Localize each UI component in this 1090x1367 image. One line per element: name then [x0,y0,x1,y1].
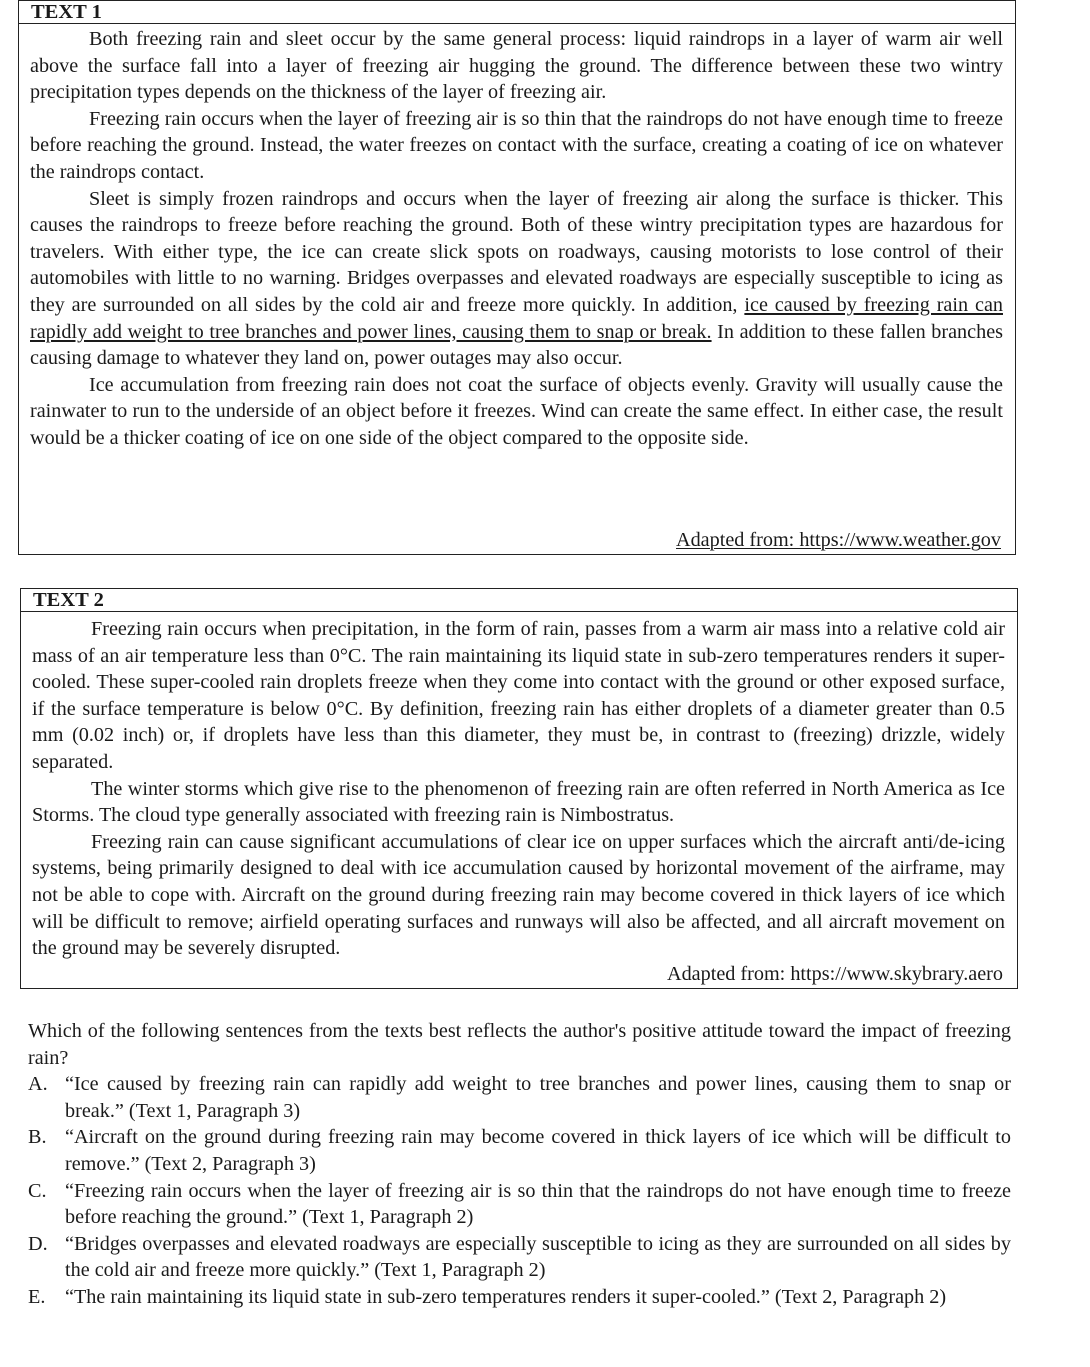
option-letter: C. [28,1179,47,1202]
text-1-source: Adapted from: https://www.weather.gov [676,529,1001,552]
answer-option-b[interactable] [28,1124,1011,1177]
answer-option-d[interactable] [28,1231,1011,1284]
option-letter: A. [28,1073,48,1096]
question-block [28,1018,1011,1311]
option-text: “Bridges overpasses and elevated roadways are especially susceptible to icing as they are surrounded on all sides by the cold air and freeze more quickly.” (Text 1, Paragraph 2) [65,1232,1011,1282]
text-2-body [21,612,1017,962]
text-2-paragraph-2: The winter storms which give rise to the phenomenon of freezing rain are often referred in North America as Ice Storms. The cloud type generally associated with freezing rain is Nimbostratus. [32,777,1005,827]
text-2-paragraph-3: Freezing rain can cause significant accumulations of clear ice on upper surfaces which the aircraft anti/de-icing systems, being primarily designed to deal with ice accumulation caused by horizontal movement of the airframe, may not be able to cope with. Aircraft on the ground during freezing rain may become covered in thick layers of ice which will be difficult to remove; airfield operating surfaces and runways will also be affected, and all aircraft movement on the ground may be severely disrupted. [32,830,1005,960]
option-text: “Aircraft on the ground during freezing rain may become covered in thick layers of ice which will be difficult to remove.” (Text 2, Paragraph 3) [65,1126,1011,1175]
option-text: “Freezing rain occurs when the layer of freezing air is so thin that the raindrops do not have enough time to freeze before reaching the ground.” (Text 1, Paragraph 2) [65,1179,1011,1229]
text-1-box [18,0,1016,555]
text-1-paragraph-3-lead: Sleet is simply frozen raindrops and occurs when the layer of freezing air along the surface is thicker. This causes the raindrops to freeze before reaching the ground. Both of these wintry precipitation types are hazardous for travelers. With either type, the ice can create slick spots on roadways, causing motorists to lose control of their automobiles with little to no warning. Bridges overpasses and elevated roadways are especially susceptible to icing as they are surrounded on all sides by the cold air and freeze more quickly. In addition, [30,187,1003,316]
question-stem: Which of the following sentences from the texts best reflects the author's positive attitude toward the impact of freezing rain? [28,1020,1011,1069]
answer-option-e[interactable] [28,1284,1011,1311]
text-1-paragraph-4: Ice accumulation from freezing rain does not coat the surface of objects evenly. Gravity will usually cause the rainwater to run to the underside of an object before it freezes. Wind can create the same effect. In either case, the result would be a thicker coating of ice on one side of the object compared to the opposite side. [30,373,1003,449]
text-1-heading: TEXT 1 [19,1,1015,24]
answer-option-c[interactable] [28,1178,1011,1231]
answer-option-a[interactable] [28,1071,1011,1124]
option-letter: E. [28,1285,46,1308]
text-1-paragraph-1: Both freezing rain and sleet occur by the same general process: liquid raindrops in a layer of warm air well above the surface fall into a layer of freezing air hugging the ground. The difference between these two wintry precipitation types depends on the thickness of the layer of freezing air. [30,28,1003,104]
text-1-body [19,24,1015,452]
text-2-heading: TEXT 2 [21,589,1017,612]
text-1-paragraph-2: Freezing rain occurs when the layer of freezing air is so thin that the raindrops do not have enough time to freeze before reaching the ground. Instead, the water freezes on contact with the surface, creating a coating of ice on whatever the raindrops contact. [30,107,1003,183]
text-2-source: Adapted from: https://www.skybrary.aero [667,963,1003,986]
text-1-paragraph-3 [30,186,1003,372]
option-letter: B. [28,1126,47,1149]
answer-options [28,1071,1011,1310]
option-letter: D. [28,1232,48,1255]
option-text: “The rain maintaining its liquid state in sub-zero temperatures renders it super-cooled.” (Text 2, Paragraph 2) [65,1285,947,1308]
text-1-paragraph-3-tail: In addition to these fallen branches causing damage to whatever they land on, power outages may also occur. [30,320,1004,370]
option-text: “Ice caused by freezing rain can rapidly add weight to tree branches and power lines, causing them to snap or break.” (Text 1, Paragraph 3) [65,1073,1011,1122]
text-2-box [20,588,1018,989]
text-1-underlined-sentence: ice caused by freezing rain can rapidly add weight to tree branches and power lines, causing them to snap or break. [30,293,1003,343]
text-2-paragraph-1: Freezing rain occurs when precipitation, in the form of rain, passes from a warm air mass into a relative cold air mass of an air temperature less than 0°C. The rain maintaining its liquid state in sub-zero temperatures renders it super-cooled. These super-cooled rain droplets freeze when they come into contact with the ground or other exposed surface, if the surface temperature is below 0°C. By definition, freezing rain has either droplets of a diameter greater than 0.5 mm (0.02 inch) or, if droplets have less than this diameter, they must be, in contrast to (freezing) drizzle, widely separated. [32,618,1005,773]
